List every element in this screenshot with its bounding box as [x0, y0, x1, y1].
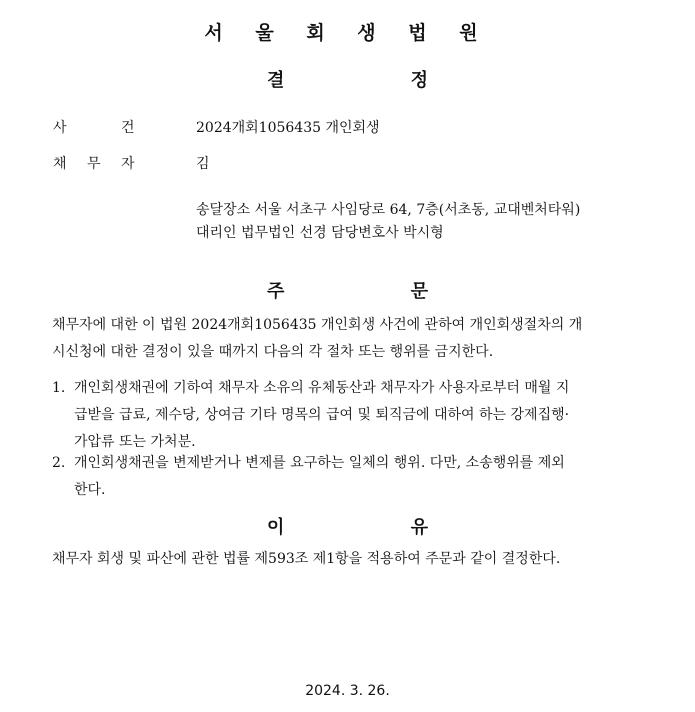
decision-date: 2024. 3. 26.: [305, 683, 390, 699]
debtor-name: 김: [196, 156, 210, 172]
order-item-line: 개인회생채권에 기하여 채무자 소유의 유체동산과 채무자가 사용자로부터 매월 지: [74, 380, 570, 396]
reason-heading: 이 유: [266, 517, 489, 538]
case-label-char-2: 건: [121, 120, 135, 136]
order-item-number: 1.: [52, 380, 66, 396]
order-item-number: 2.: [52, 455, 66, 471]
case-label-char-1: 사: [53, 120, 67, 136]
order-intro-line: 채무자에 대한 이 법원 2024개회1056435 개인회생 사건에 관하여 개인회생절차의 개: [52, 317, 583, 333]
delivery-address: 송달장소 서울 서초구 사임당로 64, 7층(서초동, 교대벤처타워): [196, 202, 581, 218]
order-item: [52, 450, 652, 504]
court-name: 서 울 회 생 법 원: [204, 22, 491, 44]
order-item-line: 한다.: [74, 482, 106, 498]
order-intro-line: 시신청에 대한 결정이 있을 때까지 다음의 각 절차 또는 행위를 금지한다.: [52, 344, 494, 360]
reason-text: 채무자 회생 및 파산에 관한 법률 제593조 제1항을 적용하여 주문과 같이 결정한다.: [52, 551, 561, 567]
debtor-label-char-2: 무: [87, 156, 101, 172]
legal-agent: 대리인 법무법인 선경 담당변호사 박시형: [196, 225, 444, 241]
order-item-line: 개인회생채권을 변제받거나 변제를 요구하는 일체의 행위. 다만, 소송행위를 제외: [74, 455, 565, 471]
debtor-label-char-3: 자: [121, 156, 135, 172]
case-number: 2024개회1056435 개인회생: [196, 120, 380, 136]
order-heading: 주 문: [266, 281, 489, 302]
order-item-line: 급받을 급료, 제수당, 상여금 기타 명목의 급여 및 퇴직금에 대하여 하는 강제집행·: [74, 407, 570, 423]
order-item-list: [52, 375, 652, 504]
debtor-label-char-1: 채: [53, 156, 67, 172]
order-item: [52, 375, 652, 456]
order-item-line: 가압류 또는 가처분.: [74, 434, 196, 450]
order-intro: [52, 312, 582, 366]
decision-heading: 결 정: [266, 70, 489, 91]
